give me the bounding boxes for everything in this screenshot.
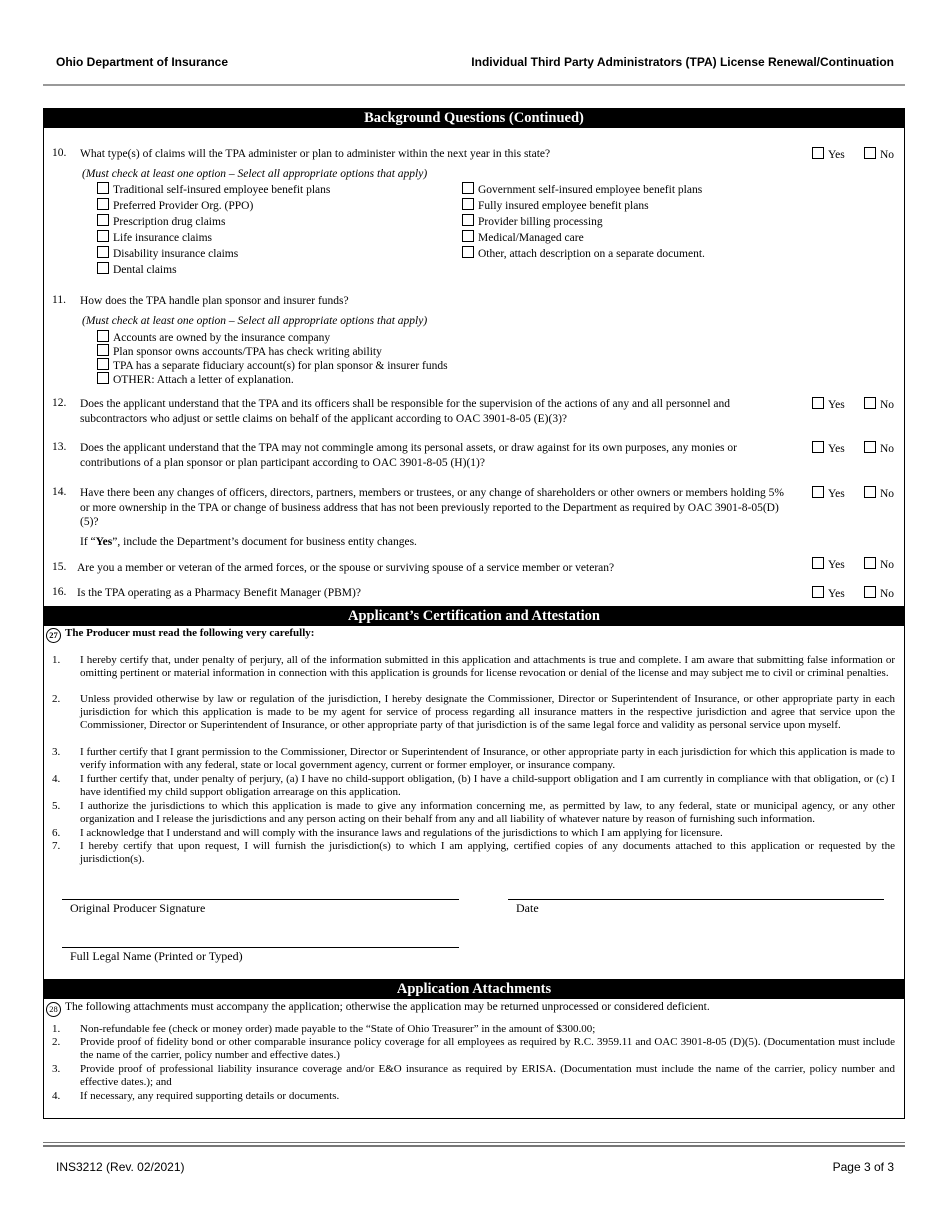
q10-option[interactable]: Government self-insured employee benefit plans [462,182,702,196]
attach-item-text: If necessary, any required supporting details or documents. [80,1090,340,1102]
signature-line[interactable] [62,899,459,900]
yes-label: Yes [828,559,845,571]
checkbox[interactable] [97,246,109,258]
section-attachments-title: Application Attachments [43,979,905,999]
footer-rule-bottom [43,1145,905,1147]
q15-text: Are you a member or veteran of the armed forces, or the spouse or surviving spouse of a service member or veteran? [77,562,615,574]
signature-label: Original Producer Signature [70,901,206,915]
no-label: No [880,588,895,600]
q14-number: 14. [52,486,67,498]
q14-no-checkbox[interactable] [864,486,876,498]
cert-item-text: I further certify that, under penalty of perjury, (a) I have no child-support obligation, (b) I have a child-support obligation and I am currently in compliance with that obligation, or (c) I have identified my child support obligation arrearage on this application. [80,773,895,799]
q11-instruction: (Must check at least one option – Select all appropriate options that apply) [82,315,428,327]
cert-item-text: I hereby certify that upon request, I will furnish the jurisdiction(s) to which I am applying, certified copies of any documents attached to this application or requested by the jurisdiction(s). [80,840,895,866]
q16-number: 16. [52,586,67,598]
q10-option[interactable]: Preferred Provider Org. (PPO) [97,198,253,212]
attach-item-text: Provide proof of professional liability insurance coverage and/or E&O insurance as required by ERISA. (Documentation must include the name of the carrier, policy number and effective dates.); and [80,1063,895,1089]
cert-item-text: Unless provided otherwise by law or regulation of the jurisdiction, I hereby designate the Commissioner, Director or Superintendent of Insurance, or other appropriate party in each jurisdiction for which this application is made to be my agent for service of process regarding all insurance matters in the respective jurisdiction and agree that service upon the Commissioner, Director or Superintendent of Insurance, or other appropriate party of that jurisdiction is of the same legal force and validity as personal service upon myself. [80,693,895,732]
q11-option[interactable]: Accounts are owned by the insurance company [97,330,330,344]
q10-option[interactable]: Provider billing processing [462,214,603,228]
date-label: Date [516,901,539,915]
attach-item-number: 3. [52,1063,61,1075]
checkbox[interactable] [462,230,474,242]
checkbox[interactable] [97,182,109,194]
cert-item-number: 7. [52,840,61,852]
q16-yes-no [812,586,902,600]
q10-option[interactable]: Prescription drug claims [97,214,225,228]
q10-yes-checkbox[interactable] [812,147,824,159]
checkbox[interactable] [97,262,109,274]
q16-yes-checkbox[interactable] [812,586,824,598]
cert-item-number: 3. [52,746,61,758]
checkbox[interactable] [462,182,474,194]
q12-number: 12. [52,397,67,409]
footer-form-number: INS3212 (Rev. 02/2021) [56,1160,185,1174]
q13-text: Does the applicant understand that the TPA may not commingle among its personal assets, or draw against for its own purposes, any monies or contributions of a plan sponsor or plan participant according to OAC 3901-8-05 (H)(1)? [80,442,737,469]
q10-text: What type(s) of claims will the TPA administer or plan to administer within the next year in this state? [80,148,551,160]
attach-item-number: 1. [52,1023,61,1035]
header-rule [43,84,905,86]
attach-item-text: Non-refundable fee (check or money order) made payable to the “State of Ohio Treasurer” in the amount of $300.00; [80,1023,596,1035]
q10-option[interactable]: Disability insurance claims [97,246,238,260]
header-agency: Ohio Department of Insurance [56,55,229,69]
q10-option[interactable]: Life insurance claims [97,230,212,244]
q14-yes-no [812,486,902,500]
yes-label: Yes [828,399,845,411]
no-label: No [880,488,895,500]
q10-no-checkbox[interactable] [864,147,876,159]
q10-option[interactable]: Traditional self-insured employee benefit plans [97,182,330,196]
attach-lead: 28 The following attachments must accompany the application; otherwise the application may be returned unprocessed or considered deficient. [46,1001,710,1017]
q11-option[interactable]: Plan sponsor owns accounts/TPA has check writing ability [97,344,382,358]
cert-item-number: 1. [52,654,61,666]
q16-text: Is the TPA operating as a Pharmacy Benefit Manager (PBM)? [77,587,361,599]
footer-rule-top [43,1142,905,1143]
checkbox[interactable] [97,198,109,210]
attach-marker: 28 [46,1002,61,1017]
q15-yes-no [812,557,902,571]
checkbox[interactable] [462,246,474,258]
q12-no-checkbox[interactable] [864,397,876,409]
date-line[interactable] [508,899,884,900]
checkbox[interactable] [97,214,109,226]
checkbox[interactable] [97,344,109,356]
yes-label: Yes [828,443,845,455]
q10-number: 10. [52,147,67,159]
checkbox[interactable] [462,214,474,226]
q14-text: Have there been any changes of officers, directors, partners, members or trustees, or any change of shareholders or other owners or members holding 5% or more ownership in the TPA or change of business address that has not been previously reported to the Department as required by OAC 3901-8-05(D)(5)? [80,487,784,528]
cert-item-number: 4. [52,773,61,785]
yes-label: Yes [828,149,845,161]
q15-no-checkbox[interactable] [864,557,876,569]
no-label: No [880,399,895,411]
attach-item-number: 4. [52,1090,61,1102]
full-name-line[interactable] [62,947,459,948]
q13-yes-no [812,441,902,455]
cert-marker: 27 [46,628,61,643]
checkbox[interactable] [97,358,109,370]
cert-item-text: I hereby certify that, under penalty of perjury, all of the information submitted in this application and attachments is true and complete. I am aware that submitting false information or omitting pertinent or material information in connection with this application is grounds for license revocation or denial of the license and may subject me to civil or criminal penalties. [80,654,895,680]
q10-option[interactable]: Fully insured employee benefit plans [462,198,649,212]
q16-no-checkbox[interactable] [864,586,876,598]
q13-no-checkbox[interactable] [864,441,876,453]
checkbox[interactable] [97,330,109,342]
checkbox[interactable] [97,230,109,242]
q14-yes-checkbox[interactable] [812,486,824,498]
cert-item-text: I acknowledge that I understand and will comply with the insurance laws and regulations of the jurisdictions to which I am applying for licensure. [80,827,723,839]
q10-option[interactable]: Medical/Managed care [462,230,584,244]
no-label: No [880,559,895,571]
q12-yes-no [812,397,902,411]
cert-lead: 27 The Producer must read the following very carefully: [46,627,314,643]
cert-item-text: I further certify that I grant permission to the Commissioner, Director or Superintendent of Insurance, or other appropriate party in each jurisdiction for which this application is made to verify information with any federal, state or local government agency, current or former employer, or insurance company. [80,746,895,772]
footer-page-number: Page 3 of 3 [832,1160,894,1174]
cert-item-text: I authorize the jurisdictions to which this application is made to give any information concerning me, as permitted by law, to any federal, state or municipal agency, or any other organization and I release the jurisdictions and any person acting on their behalf from any and all liability of whatever nature by reason of furnishing such information. [80,800,895,826]
full-name-label: Full Legal Name (Printed or Typed) [70,949,243,963]
q10-yes-no [812,147,902,161]
no-label: No [880,443,895,455]
section-certification-title: Applicant’s Certification and Attestation [43,606,905,626]
q10-instruction: (Must check at least one option – Select all appropriate options that apply) [82,168,428,180]
cert-item-number: 5. [52,800,61,812]
q15-number: 15. [52,561,67,573]
q12-text: Does the applicant understand that the TPA and its officers shall be responsible for the supervision of the actions of any and all personnel and subcontractors who adjust or settle claims on behalf of the applicant according to OAC 3901-8-05 (E)(3)? [80,398,731,425]
checkbox[interactable] [462,198,474,210]
q10-option[interactable]: Other, attach description on a separate document. [462,246,705,260]
checkbox[interactable] [97,372,109,384]
q13-yes-checkbox[interactable] [812,441,824,453]
cert-item-number: 2. [52,693,61,705]
q12-yes-checkbox[interactable] [812,397,824,409]
q11-text: How does the TPA handle plan sponsor and insurer funds? [80,295,349,307]
cert-item-number: 6. [52,827,61,839]
attach-item-text: Provide proof of fidelity bond or other comparable insurance policy coverage for all employees as required by R.C. 3959.11 and OAC 3901-8-05 (D)(5). (Documentation must include the name of the carrier, policy number and effective dates.) [80,1036,895,1062]
q13-number: 13. [52,441,67,453]
q11-option[interactable]: TPA has a separate fiduciary account(s) for plan sponsor & insurer funds [97,358,448,372]
attach-item-number: 2. [52,1036,61,1048]
q11-number: 11. [52,294,66,306]
q11-option[interactable]: OTHER: Attach a letter of explanation. [97,372,294,386]
header-form-title: Individual Third Party Administrators (TPA) License Renewal/Continuation [471,55,894,69]
section-background-title: Background Questions (Continued) [43,108,905,128]
no-label: No [880,149,895,161]
q10-option[interactable]: Dental claims [97,262,177,276]
yes-label: Yes [828,488,845,500]
q15-yes-checkbox[interactable] [812,557,824,569]
q14-note: If “Yes”, include the Department’s document for business entity changes. [80,536,417,548]
yes-label: Yes [828,588,845,600]
